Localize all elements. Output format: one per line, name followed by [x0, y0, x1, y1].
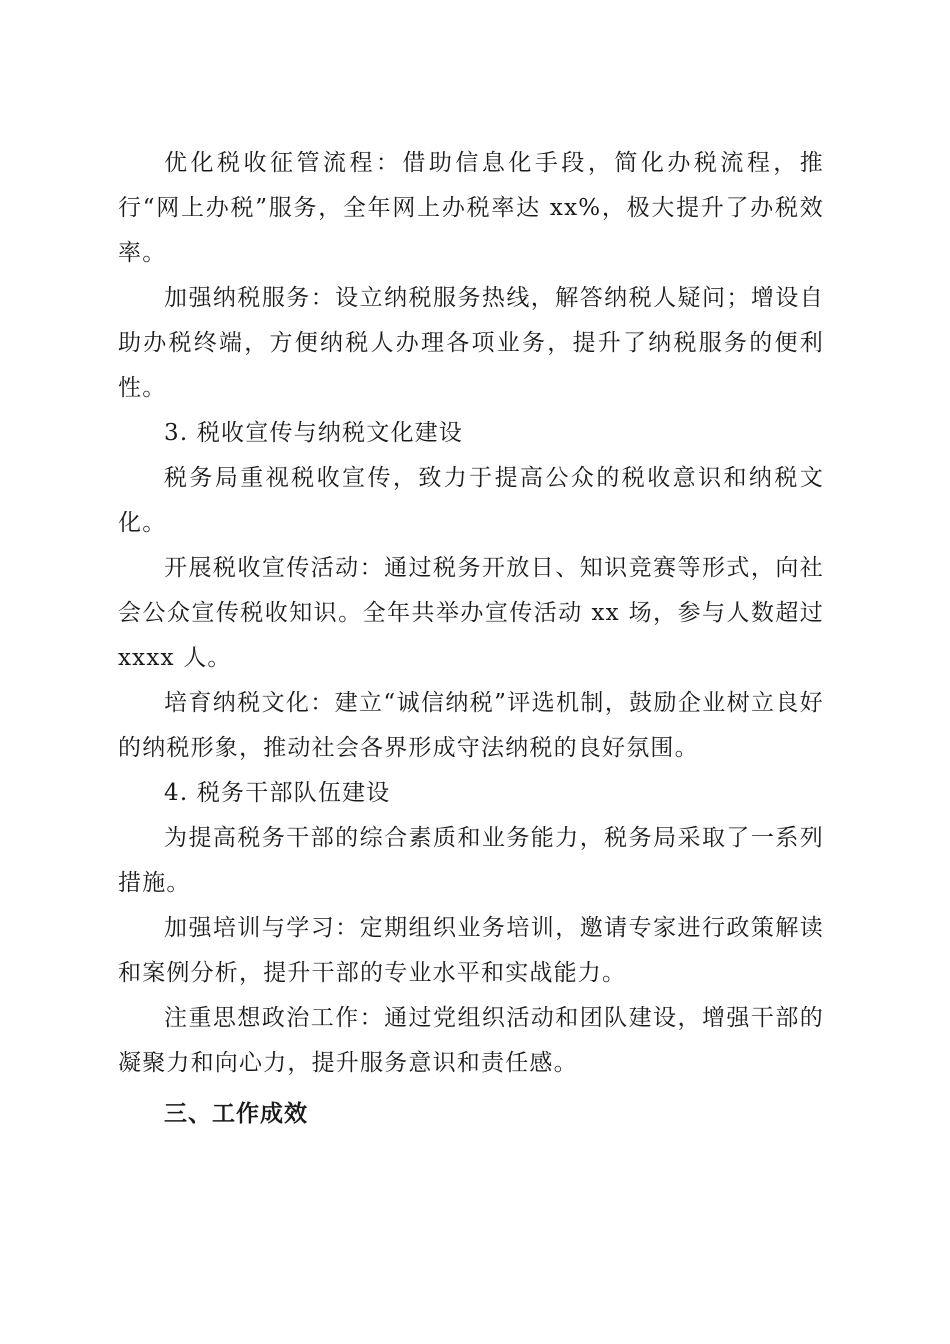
subheading-tax-publicity: 3. 税收宣传与纳税文化建设: [164, 420, 464, 446]
paragraph-optimize-tax-process: 优化税收征管流程：借助信息化手段，简化办税流程，推行“网上办税”服务，全年网上办税率达 xx%，极大提升了办税效率。: [118, 150, 824, 266]
paragraph-training: 加强培训与学习：定期组织业务培训，邀请专家进行政策解读和案例分析，提升干部的专业水平和实战能力。: [118, 915, 824, 986]
section-heading-results: 三、工作成效: [164, 1101, 308, 1127]
paragraph-tax-culture: 培育纳税文化：建立“诚信纳税”评选机制，鼓励企业树立良好的纳税形象，推动社会各界形成守法纳税的良好氛围。: [118, 690, 824, 761]
paragraph-political-work: 注重思想政治工作：通过党组织活动和团队建设，增强干部的凝聚力和向心力，提升服务意识和责任感。: [118, 1005, 824, 1076]
paragraph-tax-service: 加强纳税服务：设立纳税服务热线，解答纳税人疑问；增设自助办税终端，方便纳税人办理各项业务，提升了纳税服务的便利性。: [118, 285, 824, 401]
subheading-staff-building: 4. 税务干部队伍建设: [164, 780, 391, 806]
paragraph-publicity-intro: 税务局重视税收宣传，致力于提高公众的税收意识和纳税文化。: [118, 465, 824, 536]
document-body: [118, 141, 824, 1137]
paragraph-publicity-activities: 开展税收宣传活动：通过税务开放日、知识竞赛等形式，向社会公众宣传税收知识。全年共举办宣传活动 xx 场，参与人数超过 xxxx 人。: [118, 555, 824, 671]
paragraph-staff-intro: 为提高税务干部的综合素质和业务能力，税务局采取了一系列措施。: [118, 825, 824, 896]
